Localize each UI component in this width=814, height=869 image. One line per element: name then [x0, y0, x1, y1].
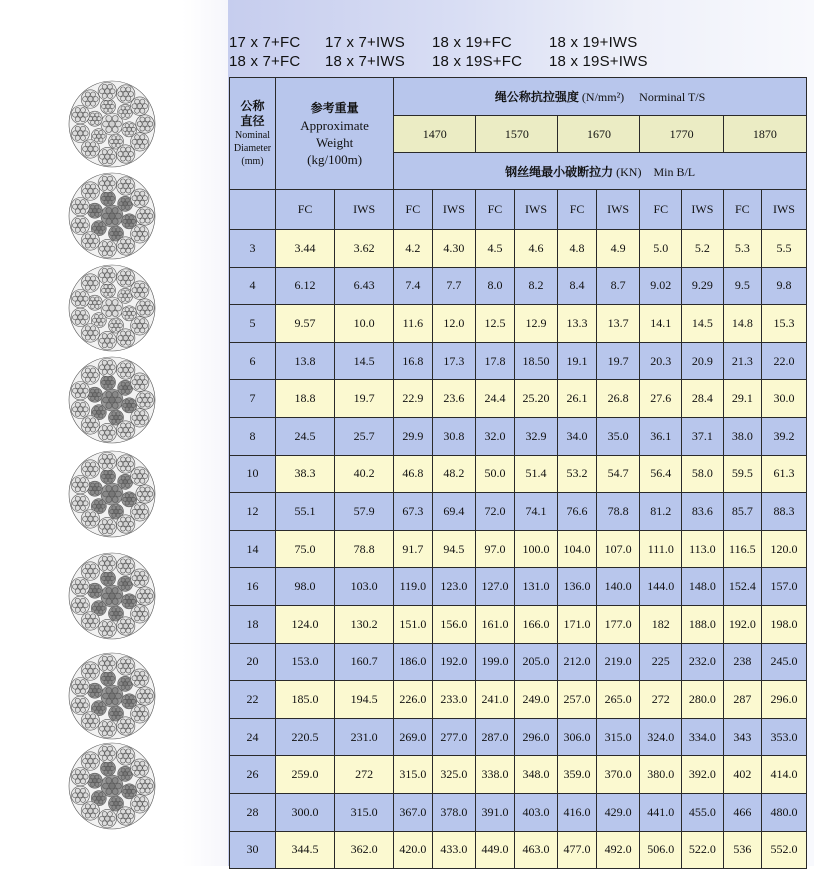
sub-column-header: FC — [723, 190, 761, 230]
table-row — [230, 643, 807, 681]
value-cell: 22.0 — [761, 342, 806, 380]
value-cell: 182 — [640, 605, 682, 643]
value-cell: 205.0 — [514, 643, 558, 681]
weight-en-1: Approximate — [300, 117, 369, 133]
value-cell: 5.3 — [723, 230, 761, 268]
value-cell: 212.0 — [558, 643, 596, 681]
value-cell: 51.4 — [514, 455, 558, 493]
value-cell: 359.0 — [558, 756, 596, 794]
value-cell: 10.0 — [335, 305, 394, 343]
value-cell: 455.0 — [682, 793, 724, 831]
value-cell: 56.4 — [640, 455, 682, 493]
value-cell: 324.0 — [640, 718, 682, 756]
value-cell: 28.4 — [682, 380, 724, 418]
value-cell: 219.0 — [596, 643, 640, 681]
diameter-cell: 26 — [230, 756, 276, 794]
value-cell: 119.0 — [394, 568, 432, 606]
value-cell: 17.3 — [432, 342, 476, 380]
value-cell: 231.0 — [335, 718, 394, 756]
grade-cell: 1770 — [640, 116, 723, 153]
value-cell: 477.0 — [558, 831, 596, 869]
value-cell: 232.0 — [682, 643, 724, 681]
grade-cell: 1570 — [476, 116, 558, 153]
value-cell: 362.0 — [335, 831, 394, 869]
value-cell: 59.5 — [723, 455, 761, 493]
value-cell: 185.0 — [275, 681, 334, 719]
diameter-cell: 18 — [230, 605, 276, 643]
table-row — [230, 230, 807, 268]
value-cell: 257.0 — [558, 681, 596, 719]
value-cell: 7.7 — [432, 267, 476, 305]
sub-column-header: IWS — [514, 190, 558, 230]
value-cell: 378.0 — [432, 793, 476, 831]
grade-cell: 1870 — [723, 116, 806, 153]
value-cell: 107.0 — [596, 530, 640, 568]
value-cell: 6.12 — [275, 267, 334, 305]
value-cell: 72.0 — [476, 493, 514, 531]
diameter-cell: 12 — [230, 493, 276, 531]
weight-en-2: Weight — [315, 134, 354, 150]
value-cell: 14.5 — [335, 342, 394, 380]
value-cell: 14.8 — [723, 305, 761, 343]
value-cell: 536 — [723, 831, 761, 869]
value-cell: 140.0 — [596, 568, 640, 606]
value-cell: 429.0 — [596, 793, 640, 831]
breaking-cn: 钢丝绳最小破断拉力 — [505, 164, 614, 179]
diameter-cell: 3 — [230, 230, 276, 268]
value-cell: 34.0 — [558, 417, 596, 455]
value-cell: 272 — [640, 681, 682, 719]
value-cell: 32.0 — [476, 417, 514, 455]
value-cell: 58.0 — [682, 455, 724, 493]
value-cell: 156.0 — [432, 605, 476, 643]
sub-column-header: FC — [275, 190, 334, 230]
value-cell: 76.6 — [558, 493, 596, 531]
value-cell: 98.0 — [275, 568, 334, 606]
value-cell: 69.4 — [432, 493, 476, 531]
value-cell: 380.0 — [640, 756, 682, 794]
value-cell: 441.0 — [640, 793, 682, 831]
title-line-1 — [229, 34, 814, 53]
nominal-diameter-unit: (mm) — [241, 156, 264, 167]
rope-images-panel — [0, 0, 228, 866]
value-cell: 14.5 — [682, 305, 724, 343]
value-cell: 4.5 — [476, 230, 514, 268]
value-cell: 48.2 — [432, 455, 476, 493]
value-cell: 463.0 — [514, 831, 558, 869]
value-cell: 38.3 — [275, 455, 334, 493]
breaking-unit: (KN) — [616, 164, 642, 179]
value-cell: 27.6 — [640, 380, 682, 418]
value-cell: 9.8 — [761, 267, 806, 305]
value-cell: 8.7 — [596, 267, 640, 305]
sub-column-header: IWS — [335, 190, 394, 230]
diameter-cell: 28 — [230, 793, 276, 831]
rope-cross-section-icon — [68, 356, 156, 444]
value-cell: 26.1 — [558, 380, 596, 418]
value-cell: 25.20 — [514, 380, 558, 418]
table-row — [230, 793, 807, 831]
value-cell: 6.43 — [335, 267, 394, 305]
diameter-cell: 22 — [230, 681, 276, 719]
value-cell: 78.8 — [335, 530, 394, 568]
value-cell: 103.0 — [335, 568, 394, 606]
value-cell: 29.1 — [723, 380, 761, 418]
value-cell: 198.0 — [761, 605, 806, 643]
value-cell: 272 — [335, 756, 394, 794]
value-cell: 136.0 — [558, 568, 596, 606]
value-cell: 171.0 — [558, 605, 596, 643]
value-cell: 433.0 — [432, 831, 476, 869]
diameter-cell: 5 — [230, 305, 276, 343]
value-cell: 416.0 — [558, 793, 596, 831]
value-cell: 22.9 — [394, 380, 432, 418]
value-cell: 449.0 — [476, 831, 514, 869]
value-cell: 296.0 — [761, 681, 806, 719]
value-cell: 53.2 — [558, 455, 596, 493]
tensile-unit: (N/mm²) — [581, 90, 625, 104]
value-cell: 3.62 — [335, 230, 394, 268]
diameter-cell: 24 — [230, 718, 276, 756]
value-cell: 192.0 — [723, 605, 761, 643]
value-cell: 30.8 — [432, 417, 476, 455]
empty-header-cell — [230, 190, 276, 230]
value-cell: 100.0 — [514, 530, 558, 568]
value-cell: 4.6 — [514, 230, 558, 268]
tensile-strength-header — [394, 78, 807, 116]
value-cell: 226.0 — [394, 681, 432, 719]
value-cell: 344.5 — [275, 831, 334, 869]
value-cell: 74.1 — [514, 493, 558, 531]
value-cell: 75.0 — [275, 530, 334, 568]
value-cell: 38.0 — [723, 417, 761, 455]
value-cell: 403.0 — [514, 793, 558, 831]
value-cell: 277.0 — [432, 718, 476, 756]
sub-column-header: FC — [476, 190, 514, 230]
value-cell: 287 — [723, 681, 761, 719]
value-cell: 18.50 — [514, 342, 558, 380]
value-cell: 131.0 — [514, 568, 558, 606]
value-cell: 81.2 — [640, 493, 682, 531]
value-cell: 420.0 — [394, 831, 432, 869]
diameter-cell: 6 — [230, 342, 276, 380]
value-cell: 192.0 — [432, 643, 476, 681]
rope-cross-section-icon — [68, 742, 156, 830]
value-cell: 391.0 — [476, 793, 514, 831]
table-row — [230, 417, 807, 455]
value-cell: 20.9 — [682, 342, 724, 380]
sub-column-header: FC — [558, 190, 596, 230]
table-row — [230, 493, 807, 531]
value-cell: 120.0 — [761, 530, 806, 568]
value-cell: 30.0 — [761, 380, 806, 418]
sub-column-header: IWS — [596, 190, 640, 230]
value-cell: 348.0 — [514, 756, 558, 794]
value-cell: 35.0 — [596, 417, 640, 455]
value-cell: 144.0 — [640, 568, 682, 606]
value-cell: 166.0 — [514, 605, 558, 643]
diameter-cell: 7 — [230, 380, 276, 418]
value-cell: 19.1 — [558, 342, 596, 380]
value-cell: 20.3 — [640, 342, 682, 380]
value-cell: 4.9 — [596, 230, 640, 268]
value-cell: 238 — [723, 643, 761, 681]
rope-cross-section-icon — [68, 652, 156, 740]
construction-label: 18 x 19S+FC — [432, 53, 523, 70]
table-row — [230, 455, 807, 493]
value-cell: 325.0 — [432, 756, 476, 794]
value-cell: 4.30 — [432, 230, 476, 268]
value-cell: 16.8 — [394, 342, 432, 380]
construction-label: 17 x 7+FC — [229, 34, 301, 51]
value-cell: 9.29 — [682, 267, 724, 305]
value-cell: 402 — [723, 756, 761, 794]
value-cell: 116.5 — [723, 530, 761, 568]
nominal-diameter-cn: 公称直径 — [240, 99, 265, 128]
tensile-cn: 绳公称抗拉强度 — [494, 90, 579, 104]
table-row — [230, 342, 807, 380]
value-cell: 148.0 — [682, 568, 724, 606]
construction-label: 18 x 7+IWS — [325, 53, 405, 70]
diameter-cell: 4 — [230, 267, 276, 305]
construction-label: 17 x 7+IWS — [325, 34, 405, 51]
value-cell: 414.0 — [761, 756, 806, 794]
value-cell: 18.8 — [275, 380, 334, 418]
value-cell: 19.7 — [596, 342, 640, 380]
value-cell: 40.2 — [335, 455, 394, 493]
sub-column-header: FC — [640, 190, 682, 230]
value-cell: 4.2 — [394, 230, 432, 268]
value-cell: 32.9 — [514, 417, 558, 455]
breaking-load-header — [394, 153, 807, 190]
value-cell: 225 — [640, 643, 682, 681]
value-cell: 88.3 — [761, 493, 806, 531]
value-cell: 186.0 — [394, 643, 432, 681]
table-row — [230, 267, 807, 305]
title-line-2 — [229, 53, 814, 72]
value-cell: 280.0 — [682, 681, 724, 719]
value-cell: 466 — [723, 793, 761, 831]
value-cell: 21.3 — [723, 342, 761, 380]
value-cell: 14.1 — [640, 305, 682, 343]
value-cell: 8.4 — [558, 267, 596, 305]
table-row — [230, 530, 807, 568]
value-cell: 269.0 — [394, 718, 432, 756]
value-cell: 245.0 — [761, 643, 806, 681]
value-cell: 152.4 — [723, 568, 761, 606]
value-cell: 8.2 — [514, 267, 558, 305]
value-cell: 233.0 — [432, 681, 476, 719]
value-cell: 61.3 — [761, 455, 806, 493]
value-cell: 161.0 — [476, 605, 514, 643]
value-cell: 13.3 — [558, 305, 596, 343]
table-row — [230, 568, 807, 606]
value-cell: 153.0 — [275, 643, 334, 681]
value-cell: 104.0 — [558, 530, 596, 568]
value-cell: 39.2 — [761, 417, 806, 455]
value-cell: 123.0 — [432, 568, 476, 606]
value-cell: 9.5 — [723, 267, 761, 305]
value-cell: 160.7 — [335, 643, 394, 681]
value-cell: 9.57 — [275, 305, 334, 343]
value-cell: 315.0 — [394, 756, 432, 794]
nominal-diameter-header — [230, 78, 276, 190]
construction-label: 18 x 19+FC — [432, 34, 512, 51]
value-cell: 25.7 — [335, 417, 394, 455]
value-cell: 85.7 — [723, 493, 761, 531]
value-cell: 37.1 — [682, 417, 724, 455]
value-cell: 130.2 — [335, 605, 394, 643]
sub-column-header: IWS — [682, 190, 724, 230]
value-cell: 338.0 — [476, 756, 514, 794]
value-cell: 5.2 — [682, 230, 724, 268]
value-cell: 113.0 — [682, 530, 724, 568]
diameter-cell: 10 — [230, 455, 276, 493]
value-cell: 24.5 — [275, 417, 334, 455]
value-cell: 259.0 — [275, 756, 334, 794]
value-cell: 157.0 — [761, 568, 806, 606]
value-cell: 315.0 — [596, 718, 640, 756]
construction-label: 18 x 7+FC — [229, 53, 301, 70]
table-row — [230, 305, 807, 343]
diameter-cell: 16 — [230, 568, 276, 606]
value-cell: 506.0 — [640, 831, 682, 869]
rope-construction-titles — [229, 34, 814, 72]
grade-cell: 1670 — [558, 116, 640, 153]
value-cell: 26.8 — [596, 380, 640, 418]
value-cell: 78.8 — [596, 493, 640, 531]
value-cell: 12.5 — [476, 305, 514, 343]
value-cell: 199.0 — [476, 643, 514, 681]
value-cell: 249.0 — [514, 681, 558, 719]
value-cell: 265.0 — [596, 681, 640, 719]
rope-cross-section-icon — [68, 552, 156, 640]
table-row — [230, 681, 807, 719]
value-cell: 4.8 — [558, 230, 596, 268]
value-cell: 55.1 — [275, 493, 334, 531]
value-cell: 287.0 — [476, 718, 514, 756]
value-cell: 306.0 — [558, 718, 596, 756]
sub-column-header: IWS — [761, 190, 806, 230]
value-cell: 194.5 — [335, 681, 394, 719]
value-cell: 124.0 — [275, 605, 334, 643]
breaking-en: Min B/L — [653, 164, 696, 179]
value-cell: 67.3 — [394, 493, 432, 531]
value-cell: 17.8 — [476, 342, 514, 380]
value-cell: 334.0 — [682, 718, 724, 756]
construction-label: 18 x 19+IWS — [549, 34, 638, 51]
rope-cross-section-icon — [68, 264, 156, 352]
value-cell: 83.6 — [682, 493, 724, 531]
value-cell: 91.7 — [394, 530, 432, 568]
grade-cell: 1470 — [394, 116, 476, 153]
value-cell: 15.3 — [761, 305, 806, 343]
value-cell: 392.0 — [682, 756, 724, 794]
value-cell: 188.0 — [682, 605, 724, 643]
value-cell: 151.0 — [394, 605, 432, 643]
tensile-en: Norminal T/S — [639, 90, 706, 104]
value-cell: 370.0 — [596, 756, 640, 794]
table-row — [230, 380, 807, 418]
value-cell: 24.4 — [476, 380, 514, 418]
rope-cross-section-icon — [68, 80, 156, 168]
value-cell: 300.0 — [275, 793, 334, 831]
table-row — [230, 756, 807, 794]
rope-cross-section-icon — [68, 172, 156, 260]
table-row — [230, 831, 807, 869]
wire-rope-spec-table — [229, 77, 807, 869]
rope-cross-section-icon — [68, 450, 156, 538]
diameter-cell: 8 — [230, 417, 276, 455]
diameter-cell: 14 — [230, 530, 276, 568]
value-cell: 480.0 — [761, 793, 806, 831]
weight-header — [275, 78, 393, 190]
sub-column-header: FC — [394, 190, 432, 230]
value-cell: 13.8 — [275, 342, 334, 380]
value-cell: 9.02 — [640, 267, 682, 305]
weight-cn: 参考重量 — [310, 100, 359, 115]
value-cell: 177.0 — [596, 605, 640, 643]
value-cell: 522.0 — [682, 831, 724, 869]
sub-header-row — [230, 190, 807, 230]
nominal-diameter-en: Nominal Diameter — [233, 130, 272, 154]
value-cell: 29.9 — [394, 417, 432, 455]
diameter-cell: 20 — [230, 643, 276, 681]
value-cell: 353.0 — [761, 718, 806, 756]
value-cell: 111.0 — [640, 530, 682, 568]
value-cell: 241.0 — [476, 681, 514, 719]
value-cell: 13.7 — [596, 305, 640, 343]
value-cell: 7.4 — [394, 267, 432, 305]
value-cell: 5.0 — [640, 230, 682, 268]
value-cell: 50.0 — [476, 455, 514, 493]
value-cell: 11.6 — [394, 305, 432, 343]
value-cell: 46.8 — [394, 455, 432, 493]
value-cell: 57.9 — [335, 493, 394, 531]
value-cell: 127.0 — [476, 568, 514, 606]
value-cell: 220.5 — [275, 718, 334, 756]
value-cell: 315.0 — [335, 793, 394, 831]
value-cell: 12.0 — [432, 305, 476, 343]
value-cell: 19.7 — [335, 380, 394, 418]
value-cell: 94.5 — [432, 530, 476, 568]
table-row — [230, 718, 807, 756]
value-cell: 97.0 — [476, 530, 514, 568]
value-cell: 54.7 — [596, 455, 640, 493]
construction-label: 18 x 19S+IWS — [549, 53, 648, 70]
value-cell: 12.9 — [514, 305, 558, 343]
value-cell: 296.0 — [514, 718, 558, 756]
weight-unit: (kg/100m) — [307, 151, 363, 167]
sub-column-header: IWS — [432, 190, 476, 230]
value-cell: 492.0 — [596, 831, 640, 869]
value-cell: 3.44 — [275, 230, 334, 268]
table-row — [230, 605, 807, 643]
value-cell: 8.0 — [476, 267, 514, 305]
value-cell: 23.6 — [432, 380, 476, 418]
value-cell: 552.0 — [761, 831, 806, 869]
diameter-cell: 30 — [230, 831, 276, 869]
value-cell: 36.1 — [640, 417, 682, 455]
value-cell: 343 — [723, 718, 761, 756]
value-cell: 367.0 — [394, 793, 432, 831]
value-cell: 5.5 — [761, 230, 806, 268]
